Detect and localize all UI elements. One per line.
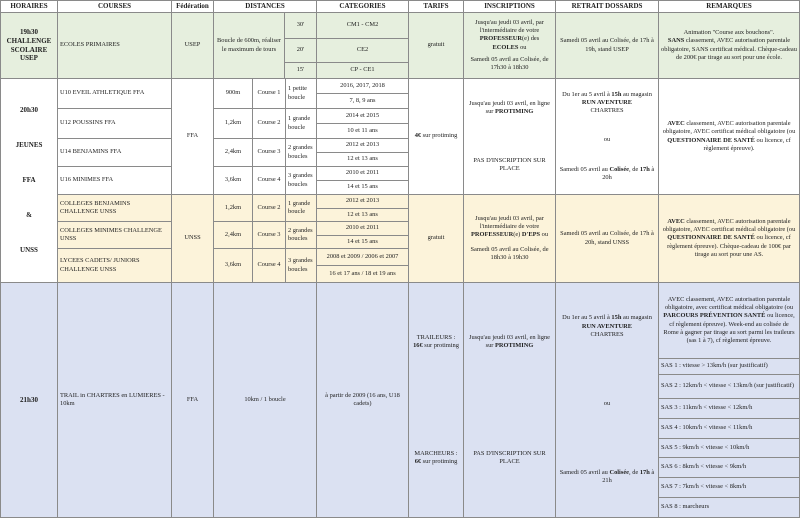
ffa-cat-ages-3: 12 et 13 ans <box>317 153 409 167</box>
school-category-1: CM1 - CM2 <box>317 13 409 39</box>
unss-course-1: COLLEGES BENJAMINS CHALLENGE UNSS <box>58 195 172 222</box>
unss-course-2: COLLEGES MINIMES CHALLENGE UNSS <box>58 222 172 249</box>
trail-sas-5: SAS 5 : 9km/h < vitesse < 10km/h <box>659 439 800 458</box>
ffa-remarques: AVEC classement, AVEC autorisation parentale obligatoire, AVEC certificat médical obligatoire (ou QUESTIONNAIRE DE SANTÉ ou licence, cf règlement épreuve). <box>659 79 800 195</box>
trail-sas-3: SAS 3 : 11km/h < vitesse < 12km/h <box>659 399 800 419</box>
ffa-course-3: U14 BENJAMINS FFA <box>58 139 172 167</box>
trail-retrait: Du 1er au 5 avril à 15h au magasin RUN AVENTURE CHARTRES ou Samedi 05 avril au Colisée, de 17h à 21h <box>556 283 659 518</box>
trail-inscription: Jusqu'au jeudi 03 avril, en ligne sur PROTIMING PAS D'INSCRIPTION SUR PLACE <box>464 283 556 518</box>
unss-boucles-2: 2 grandes boucles <box>286 222 317 249</box>
ffa-tarif: 4€ sur protiming <box>409 79 464 195</box>
ffa-course-4: U16 MINIMES FFA <box>58 167 172 195</box>
ffa-parcours-1: Course 1 <box>253 79 286 109</box>
ffa-parcours-2: Course 2 <box>253 109 286 139</box>
school-category-2: CE2 <box>317 39 409 63</box>
ffa-cat-ages-2: 10 et 11 ans <box>317 124 409 139</box>
header-remarques: REMARQUES <box>659 0 800 13</box>
ffa-retrait: Du 1er au 5 avril à 15h au magasin RUN AVENTURE CHARTRES ou Samedi 05 avril au Colisée, de 17h à 20h <box>556 79 659 195</box>
trail-course: TRAIL in CHARTRES en LUMIERES - 10km <box>58 283 172 518</box>
unss-parcours-1: Course 2 <box>253 195 286 222</box>
ffa-dist-1: 900m <box>214 79 253 109</box>
ffa-dist-4: 3,6km <box>214 167 253 195</box>
unss-parcours-3: Course 4 <box>253 249 286 283</box>
ffa-cat-ages-4: 14 et 15 ans <box>317 181 409 195</box>
trail-sas-8: SAS 8 : marcheurs <box>659 498 800 518</box>
trail-sas-6: SAS 6 : 8km/h < vitesse < 9km/h <box>659 458 800 478</box>
school-retrait: Samedi 05 avril au Colisée, de 17h à 19h, stand USEP <box>556 13 659 79</box>
unss-federation: UNSS <box>172 195 214 283</box>
header-federation: Fédération <box>172 0 214 13</box>
unss-dist-1: 1,2km <box>214 195 253 222</box>
school-tarif: gratuit <box>409 13 464 79</box>
header-categories: CATEGORIES <box>317 0 409 13</box>
unss-parcours-2: Course 3 <box>253 222 286 249</box>
unss-remarques: AVEC classement, AVEC autorisation parentale obligatoire, AVEC certificat médical obligatoire (ou QUESTIONNAIRE DE SANTÉ ou licence, cf règlement épreuve). Chèque-cadeau de 100€ par tirage au sort pour une AS. <box>659 195 800 283</box>
jeunes-horaire: 20h30 JEUNES FFA & UNSS <box>0 79 58 283</box>
unss-tarif: gratuit <box>409 195 464 283</box>
ffa-cat-years-1: 2016, 2017, 2018 <box>317 79 409 94</box>
unss-boucles-3: 3 grandes boucles <box>286 249 317 283</box>
header-horaires: HORAIRES <box>0 0 58 13</box>
trail-horaire: 21h30 <box>0 283 58 518</box>
header-tarifs: TARIFS <box>409 0 464 13</box>
ffa-cat-years-2: 2014 et 2015 <box>317 109 409 124</box>
unss-inscription: Jusqu'au jeudi 03 avril, par l'intermédiaire de votre PROFESSEUR(e) D'EPS ou Samedi 05 avril au Colisée, de 18h30 à 19h30 <box>464 195 556 283</box>
ffa-boucles-4: 3 grandes boucles <box>286 167 317 195</box>
school-course: ECOLES PRIMAIRES <box>58 13 172 79</box>
school-distance: Boucle de 600m, réaliser le maximum de tours <box>214 13 285 79</box>
ffa-cat-years-4: 2010 et 2011 <box>317 167 409 181</box>
trail-sas-1: SAS 1 : vitesse > 13km/h (sur justificatif) <box>659 359 800 375</box>
trail-distance: 10km / 1 boucle <box>214 283 317 518</box>
unss-retrait: Samedi 05 avril au Colisée, de 17h à 20h, stand UNSS <box>556 195 659 283</box>
header-courses: COURSES <box>58 0 172 13</box>
header-distances: DISTANCES <box>214 0 317 13</box>
ffa-course-1: U10 EVEIL ATHLETIQUE FFA <box>58 79 172 109</box>
ffa-dist-3: 2,4km <box>214 139 253 167</box>
trail-tarifs: TRAILEURS : 16€ sur protiming MARCHEURS : 6€ sur protiming <box>409 283 464 518</box>
unss-cat-ages-1: 12 et 13 ans <box>317 209 409 222</box>
ffa-federation: FFA <box>172 79 214 195</box>
unss-boucles-1: 1 grande boucle <box>286 195 317 222</box>
ffa-parcours-4: Course 4 <box>253 167 286 195</box>
unss-dist-3: 3,6km <box>214 249 253 283</box>
school-category-3: CP - CE1 <box>317 63 409 79</box>
unss-course-3: LYCEES CADETS/ JUNIORS CHALLENGE UNSS <box>58 249 172 283</box>
school-duration-3: 15' <box>285 63 317 79</box>
trail-sas-2: SAS 2 : 12km/h < vitesse < 13km/h (sur justificatif) <box>659 375 800 399</box>
ffa-boucles-2: 1 grande boucle <box>286 109 317 139</box>
school-federation: USEP <box>172 13 214 79</box>
unss-cat-ages-3: 16 et 17 ans / 18 et 19 ans <box>317 266 409 283</box>
ffa-dist-2: 1,2km <box>214 109 253 139</box>
trail-sas-4: SAS 4 : 10km/h < vitesse < 11km/h <box>659 419 800 439</box>
trail-sas-7: SAS 7 : 7km/h < vitesse < 8km/h <box>659 478 800 498</box>
school-remarques: Animation "Course aux bouchons". SANS classement, AVEC autorisation parentale obligatoire, SANS certificat médical. Chèque-cadeau de 200€ par tirage au sort pour une école. <box>659 13 800 79</box>
header-retrait: RETRAIT DOSSARDS <box>556 0 659 13</box>
ffa-boucles-3: 2 grandes boucles <box>286 139 317 167</box>
trail-federation: FFA <box>172 283 214 518</box>
school-duration-2: 20' <box>285 39 317 63</box>
unss-dist-2: 2,4km <box>214 222 253 249</box>
school-horaire: 19h30 CHALLENGE SCOLAIRE USEP <box>0 13 58 79</box>
unss-cat-years-3: 2008 et 2009 / 2006 et 2007 <box>317 249 409 266</box>
ffa-cat-years-3: 2012 et 2013 <box>317 139 409 153</box>
unss-cat-years-2: 2010 et 2011 <box>317 222 409 236</box>
trail-categories: à partir de 2009 (16 ans, U18 cadets) <box>317 283 409 518</box>
header-inscriptions: INSCRIPTIONS <box>464 0 556 13</box>
school-inscription: Jusqu'au jeudi 03 avril, par l'intermédiaire de votre PROFESSEUR(e) des ECOLES ou Samedi 05 avril au Colisée, de 17h30 à 18h30 <box>464 13 556 79</box>
ffa-cat-ages-1: 7, 8, 9 ans <box>317 94 409 109</box>
ffa-course-2: U12 POUSSINS FFA <box>58 109 172 139</box>
school-duration-1: 30' <box>285 13 317 39</box>
unss-cat-ages-2: 14 et 15 ans <box>317 236 409 249</box>
ffa-parcours-3: Course 3 <box>253 139 286 167</box>
ffa-inscription: Jusqu'au jeudi 03 avril, en ligne sur PROTIMING PAS D'INSCRIPTION SUR PLACE <box>464 79 556 195</box>
unss-cat-years-1: 2012 et 2013 <box>317 195 409 209</box>
ffa-boucles-1: 1 petite boucle <box>286 79 317 109</box>
trail-remarques: AVEC classement, AVEC autorisation parentale obligatoire, avec certificat médical obligatoire (ou PARCOURS PRÉVENTION SANTÉ ou licence, cf règlement épreuve). Week-end au colisée de Rome à gagner par tirage au sort parmi les traileurs (sas 1 à 7), cf règlement épreuve. <box>659 283 800 359</box>
